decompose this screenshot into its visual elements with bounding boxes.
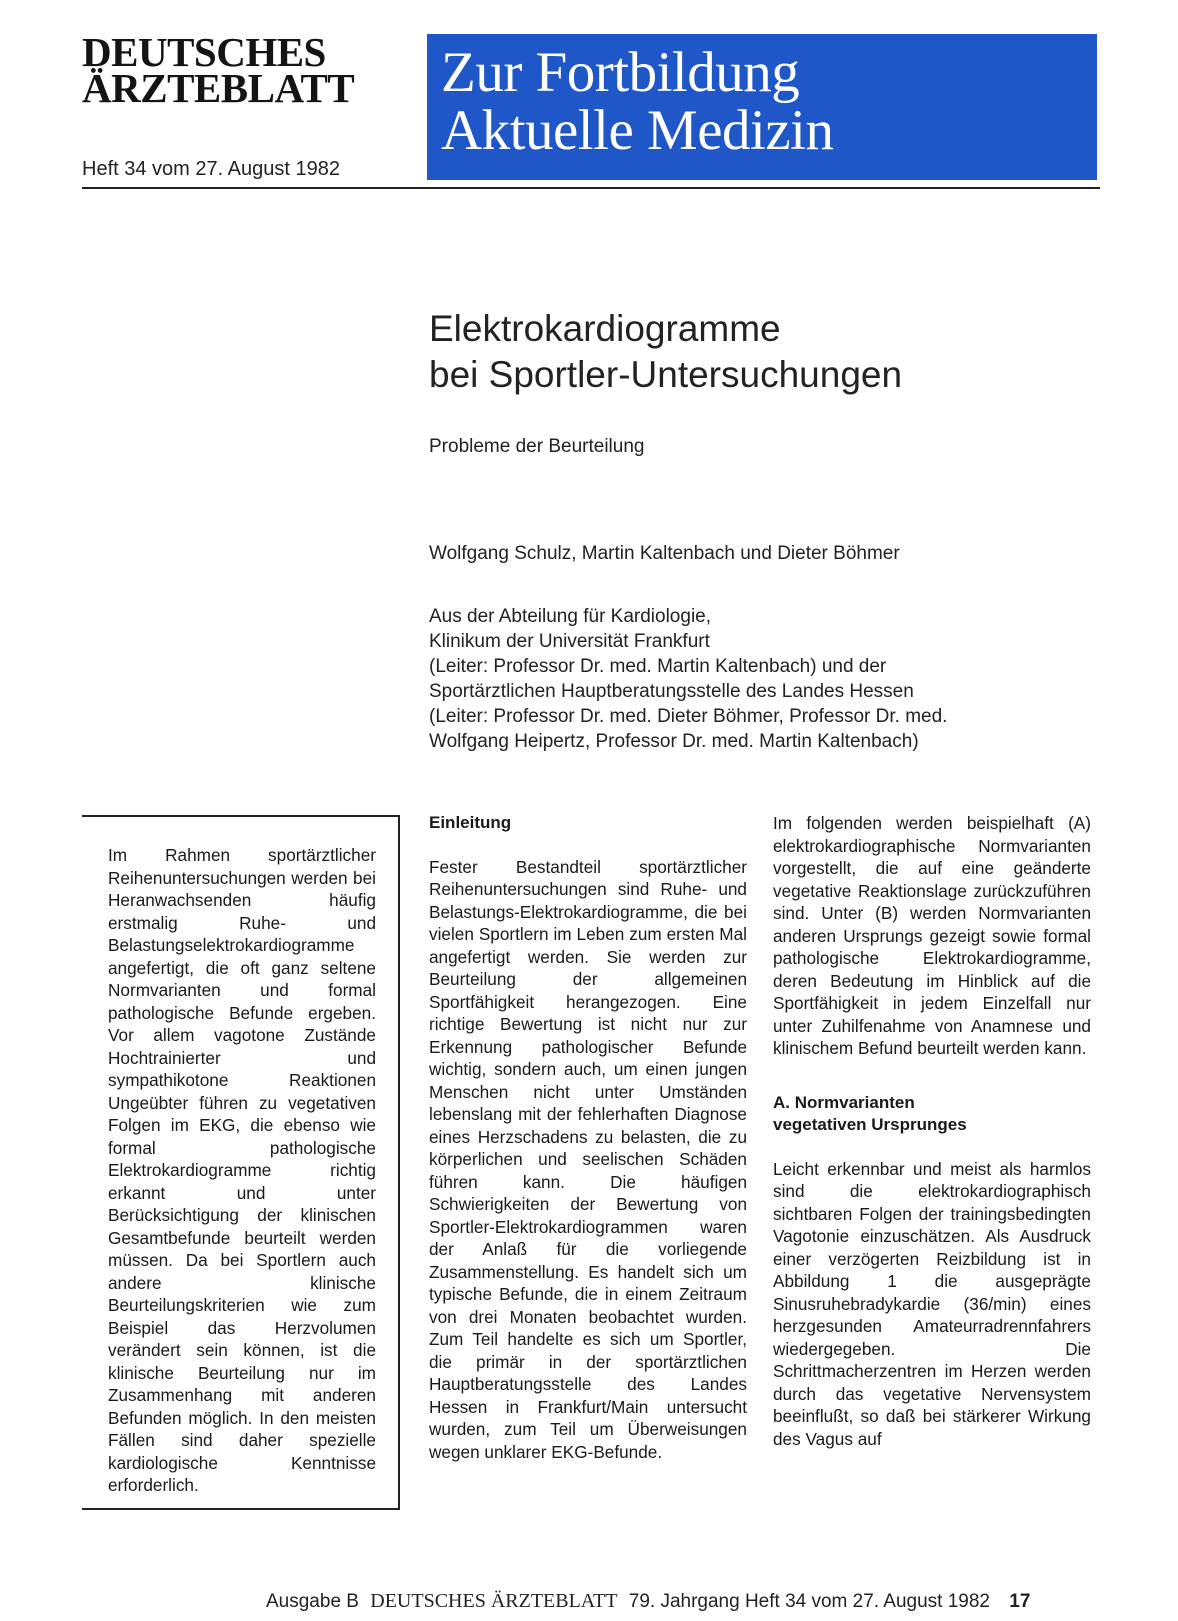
article-subtitle: Probleme der Beurteilung bbox=[429, 436, 645, 457]
masthead-line-1: DEUTSCHES bbox=[82, 29, 326, 75]
header-divider bbox=[82, 187, 1100, 189]
section-heading-a-line-2: vegetativen Ursprunges bbox=[773, 1115, 967, 1134]
affiliation-line: Wolfgang Heipertz, Professor Dr. med. Martin Kaltenbach) bbox=[429, 731, 919, 752]
overview-paragraph: Im folgenden werden beispielhaft (A) elektrokardiographische Normvarianten vorgestellt, die auf eine geänderte vegetative Reaktionslage zurückzuführen sind. Unter (B) werden Normvarianten anderen Ursprungs gezeigt sowie formal pathologische Elektrokardiogramme, deren Bedeutung im Hinblick auf die Sportfähigkeit in jedem Einzelfall nur unter Zuhilfenahme von Anamnese und klinischem Befund beurteilt werden kann. bbox=[773, 813, 1091, 1058]
intro-paragraph: Fester Bestandteil sportärztlicher Reihenuntersuchungen sind Ruhe- und Belastungs-Elektrokardiogramme, die bei vielen Sportlern im Leben zum ersten Mal angefertigt werden. Sie werden zur Beurteilung der allgemeinen Sportfähigkeit herangezogen. Eine richtige Bewertung ist nicht nur zur Erkennung pathologischer Befunde wichtig, sondern auch, um einen jungen Menschen nicht unter Umständen lebenslang mit der fehlerhaften Diagnose eines Herzschadens zu belasten, die zu körperlichen und seelischen Schäden führen kann. Die häufigen Schwierigkeiten der Bewertung von Sportler-Elektrokardiogrammen waren der Anlaß für die vorliegende Zusammenstellung. Es handelt sich um typische Befunde, die in einem Zeitraum von drei Monaten beobachtet wurden. Zum Teil handelte es sich um Sportler, die primär in der sportärztlichen Hauptberatungsstelle des Landes Hessen in Frankfurt/Main untersucht wurden, zum Teil um Überweisungen wegen unklarer EKG-Befunde. bbox=[429, 856, 747, 1462]
affiliation-line: (Leiter: Professor Dr. med. Martin Kaltenbach) und der bbox=[429, 656, 887, 677]
article-title bbox=[429, 306, 1089, 398]
article-column-2 bbox=[429, 812, 747, 1463]
article-column-3 bbox=[773, 812, 1091, 1450]
section-heading-introduction: Einleitung bbox=[429, 813, 512, 832]
footer-magazine: DEUTSCHES ÄRZTEBLATT bbox=[370, 1590, 618, 1612]
footer-edition: Ausgabe B bbox=[266, 1591, 359, 1612]
section-heading-a-line-1: A. Normvarianten bbox=[773, 1092, 915, 1112]
title-line-1: Elektrokardiogramme bbox=[429, 308, 781, 349]
affiliation-line: (Leiter: Professor Dr. med. Dieter Böhmer, Professor Dr. med. bbox=[429, 706, 948, 727]
section-banner bbox=[427, 34, 1097, 180]
author-affiliation bbox=[429, 604, 1089, 754]
section-a-paragraph: Leicht erkennbar und meist als harmlos sind die elektrokardiographisch sichtbaren Folgen der trainingsbedingten Vagotonie einzuschätzen. Als Ausdruck einer verzögerten Reizbildung ist in Abbildung 1 die ausgeprägte Sinusruhebradykardie (36/min) eines herzgesunden Amateurradrennfahrers wiedergegeben. Die Schrittmacherzentren im Herzen werden durch das vegetative Nervensystem beeinflußt, so daß bei stärkerer Wirkung des Vagus auf bbox=[773, 1158, 1091, 1449]
footer-volume: 79. Jahrgang Heft 34 vom 27. August 1982 bbox=[628, 1591, 991, 1612]
issue-date: Heft 34 vom 27. August 1982 bbox=[82, 158, 340, 180]
banner-line-2: Aktuelle Medizin bbox=[441, 99, 834, 162]
masthead-logo bbox=[82, 29, 402, 111]
section-heading-a bbox=[773, 1092, 1091, 1137]
abstract-text: Im Rahmen sportärztlicher Reihenuntersuchungen werden bei Heranwachsenden häufig erstmalig Ruhe- und Belastungselektrokardiogramme angefertigt, die oft ganz seltene Normvarianten und formal pathologische Befunde ergeben. Vor allem vagotone Zustände Hochtrainierter und sympathikotone Reaktionen Ungeübter führen zu vegetativen Folgen im EKG, die ebenso wie formal pathologische Elektrokardiogramme richtig erkannt und unter Berücksichtigung der klinischen Gesamtbefunde beurteilt werden müssen. Da bei Sportlern auch andere klinische Beurteilungskriterien wie zum Beispiel das Herzvolumen verändert sein können, ist die klinische Beurteilung nur im Zusammenhang mit anderen Befunden möglich. In den meisten Fällen sind daher spezielle kardiologische Kenntnisse erforderlich. bbox=[108, 845, 376, 1495]
title-line-2: bei Sportler-Untersuchungen bbox=[429, 354, 903, 395]
page-number: 17 bbox=[1009, 1591, 1031, 1612]
affiliation-line: Klinikum der Universität Frankfurt bbox=[429, 631, 710, 652]
affiliation-line: Sportärztlichen Hauptberatungsstelle des Landes Hessen bbox=[429, 681, 914, 702]
affiliation-line: Aus der Abteilung für Kardiologie, bbox=[429, 606, 712, 627]
page-footer bbox=[266, 1590, 1100, 1613]
banner-line-1: Zur Fortbildung bbox=[441, 41, 800, 104]
masthead-line-2: ÄRZTEBLATT bbox=[82, 65, 355, 111]
article-authors: Wolfgang Schulz, Martin Kaltenbach und Dieter Böhmer bbox=[429, 543, 900, 564]
